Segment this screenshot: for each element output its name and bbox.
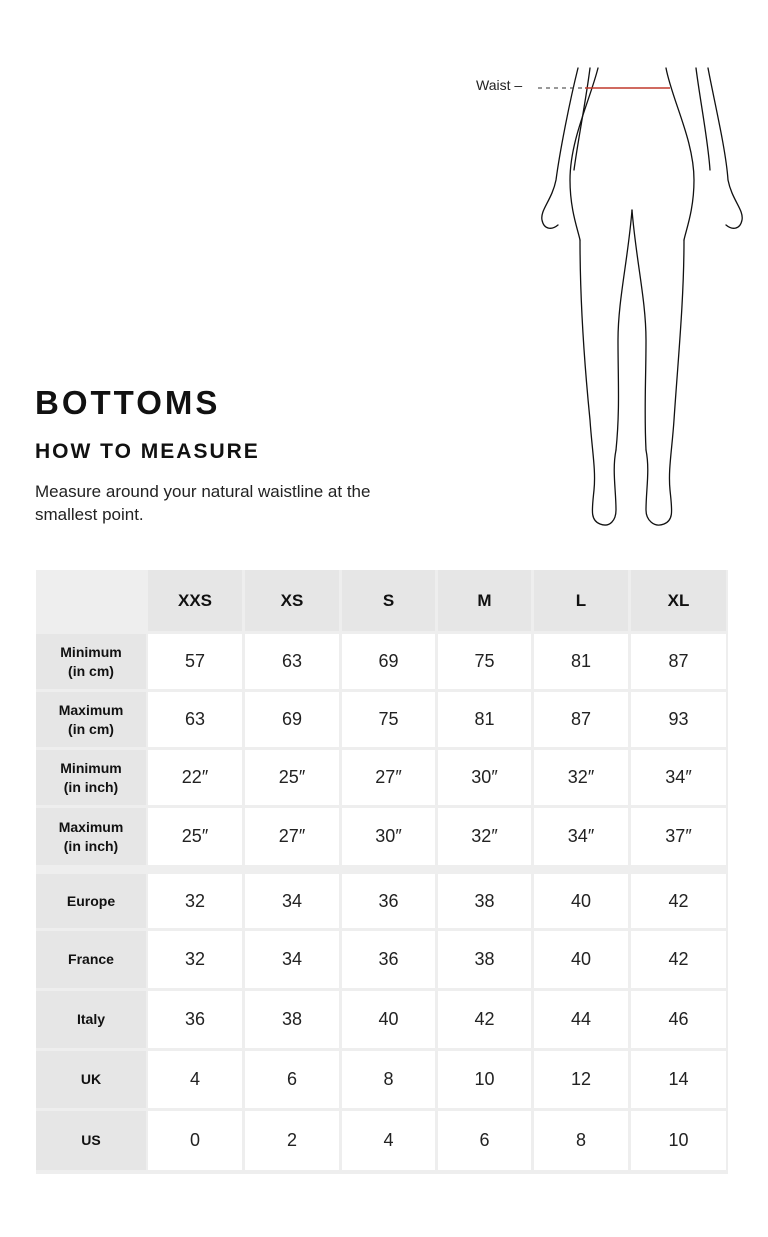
- table-cell: 34″: [534, 808, 628, 865]
- table-cell: 22″: [148, 750, 242, 805]
- table-cell: 32: [148, 931, 242, 988]
- table-cell: 46: [631, 991, 726, 1048]
- table-cell: 42: [631, 931, 726, 988]
- table-cell: 8: [534, 1111, 628, 1170]
- measure-instructions: Measure around your natural waistline at the smallest point.: [35, 482, 371, 524]
- table-cell: 63: [148, 692, 242, 747]
- table-cell: 12: [534, 1051, 628, 1108]
- row-label: Maximum (in cm): [36, 692, 146, 747]
- size-header-s: S: [342, 570, 435, 631]
- row-label: US: [36, 1111, 146, 1170]
- table-cell: 27″: [342, 750, 435, 805]
- size-header-xs: XS: [245, 570, 339, 631]
- table-cell: 36: [342, 874, 435, 928]
- row-label: Minimum (in inch): [36, 750, 146, 805]
- table-cell: 32″: [534, 750, 628, 805]
- table-cell: 6: [438, 1111, 531, 1170]
- row-label: France: [36, 931, 146, 988]
- table-cell: 25″: [148, 808, 242, 865]
- table-cell: 42: [631, 874, 726, 928]
- table-cell: 34″: [631, 750, 726, 805]
- table-cell: 2: [245, 1111, 339, 1170]
- size-header-xxs: XXS: [148, 570, 242, 631]
- waist-label: Waist –: [476, 77, 523, 93]
- table-cell: 25″: [245, 750, 339, 805]
- table-cell: 6: [245, 1051, 339, 1108]
- table-cell: 0: [148, 1111, 242, 1170]
- size-header-m: M: [438, 570, 531, 631]
- row-label: Maximum (in inch): [36, 808, 146, 865]
- table-cell: 32: [148, 874, 242, 928]
- table-cell: 40: [342, 991, 435, 1048]
- table-cell: 63: [245, 634, 339, 689]
- table-cell: 87: [631, 634, 726, 689]
- table-cell: 4: [342, 1111, 435, 1170]
- table-cell: 69: [342, 634, 435, 689]
- table-cell: 38: [245, 991, 339, 1048]
- table-cell: 38: [438, 931, 531, 988]
- table-cell: 34: [245, 931, 339, 988]
- body-figure-illustration: [470, 60, 750, 535]
- size-header-xl: XL: [631, 570, 726, 631]
- row-label: Europe: [36, 874, 146, 928]
- row-label: Italy: [36, 991, 146, 1048]
- table-cell: 40: [534, 874, 628, 928]
- size-chart-table: [36, 570, 728, 1174]
- row-label: Minimum (in cm): [36, 634, 146, 689]
- table-cell: 69: [245, 692, 339, 747]
- section-heading: HOW TO MEASURE: [35, 440, 260, 463]
- table-cell: 42: [438, 991, 531, 1048]
- table-cell: 40: [534, 931, 628, 988]
- page-title: BOTTOMS: [35, 384, 221, 421]
- table-cell: 30″: [438, 750, 531, 805]
- table-cell: 75: [438, 634, 531, 689]
- table-cell: 36: [148, 991, 242, 1048]
- table-cell: 44: [534, 991, 628, 1048]
- table-cell: 27″: [245, 808, 339, 865]
- table-cell: 4: [148, 1051, 242, 1108]
- table-cell: 32″: [438, 808, 531, 865]
- table-cell: 38: [438, 874, 531, 928]
- table-cell: 10: [438, 1051, 531, 1108]
- table-cell: 87: [534, 692, 628, 747]
- size-header-l: L: [534, 570, 628, 631]
- table-cell: 14: [631, 1051, 726, 1108]
- table-cell: 37″: [631, 808, 726, 865]
- table-cell: 10: [631, 1111, 726, 1170]
- body-outline-icon: [470, 60, 750, 535]
- table-cell: 93: [631, 692, 726, 747]
- row-label: UK: [36, 1051, 146, 1108]
- table-cell: 30″: [342, 808, 435, 865]
- table-cell: 75: [342, 692, 435, 747]
- table-cell: 36: [342, 931, 435, 988]
- table-cell: 8: [342, 1051, 435, 1108]
- table-cell: 34: [245, 874, 339, 928]
- table-cell: 81: [438, 692, 531, 747]
- table-cell: 81: [534, 634, 628, 689]
- table-cell: 57: [148, 634, 242, 689]
